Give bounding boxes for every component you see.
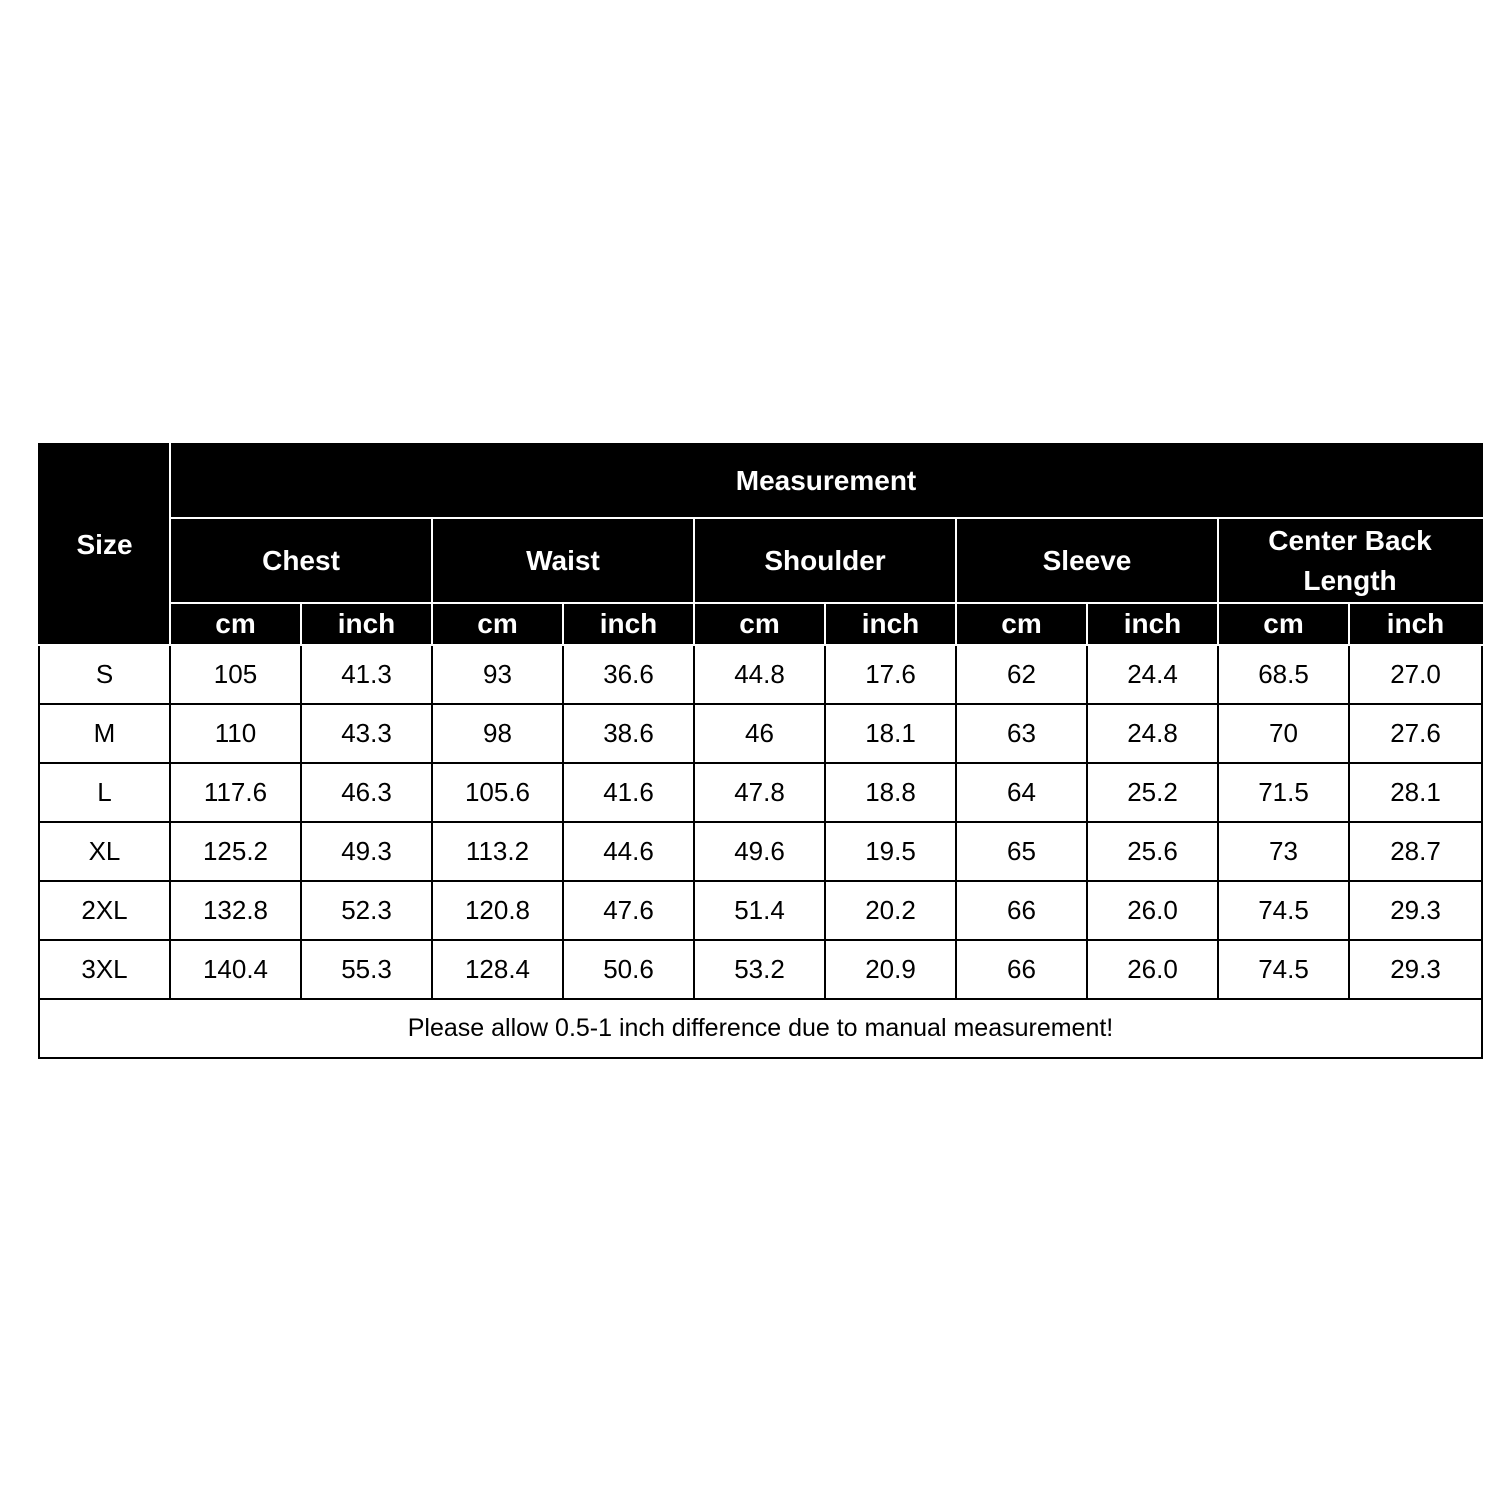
value-cell: 53.2 xyxy=(694,940,825,999)
unit-header: cm xyxy=(170,603,301,645)
size-cell: XL xyxy=(39,822,170,881)
value-cell: 52.3 xyxy=(301,881,432,940)
value-cell: 74.5 xyxy=(1218,881,1349,940)
value-cell: 17.6 xyxy=(825,645,956,704)
value-cell: 44.8 xyxy=(694,645,825,704)
value-cell: 27.6 xyxy=(1349,704,1482,763)
value-cell: 66 xyxy=(956,881,1087,940)
value-cell: 20.9 xyxy=(825,940,956,999)
value-cell: 41.6 xyxy=(563,763,694,822)
table-row xyxy=(39,704,1482,763)
value-cell: 25.6 xyxy=(1087,822,1218,881)
value-cell: 47.8 xyxy=(694,763,825,822)
group-header-chest: Chest xyxy=(170,518,432,603)
value-cell: 66 xyxy=(956,940,1087,999)
unit-header: cm xyxy=(432,603,563,645)
value-cell: 46 xyxy=(694,704,825,763)
value-cell: 27.0 xyxy=(1349,645,1482,704)
unit-header: inch xyxy=(301,603,432,645)
note-row xyxy=(39,999,1482,1058)
value-cell: 29.3 xyxy=(1349,881,1482,940)
group-header-waist: Waist xyxy=(432,518,694,603)
value-cell: 73 xyxy=(1218,822,1349,881)
value-cell: 120.8 xyxy=(432,881,563,940)
value-cell: 29.3 xyxy=(1349,940,1482,999)
value-cell: 36.6 xyxy=(563,645,694,704)
value-cell: 113.2 xyxy=(432,822,563,881)
size-cell: 3XL xyxy=(39,940,170,999)
group-header-sleeve: Sleeve xyxy=(956,518,1218,603)
value-cell: 47.6 xyxy=(563,881,694,940)
value-cell: 28.1 xyxy=(1349,763,1482,822)
header-row-measurement xyxy=(39,444,1482,518)
value-cell: 128.4 xyxy=(432,940,563,999)
value-cell: 125.2 xyxy=(170,822,301,881)
table-body xyxy=(39,645,1482,1058)
value-cell: 20.2 xyxy=(825,881,956,940)
value-cell: 74.5 xyxy=(1218,940,1349,999)
size-cell: M xyxy=(39,704,170,763)
unit-header: cm xyxy=(956,603,1087,645)
size-cell: L xyxy=(39,763,170,822)
value-cell: 18.1 xyxy=(825,704,956,763)
value-cell: 38.6 xyxy=(563,704,694,763)
value-cell: 68.5 xyxy=(1218,645,1349,704)
value-cell: 71.5 xyxy=(1218,763,1349,822)
value-cell: 44.6 xyxy=(563,822,694,881)
value-cell: 28.7 xyxy=(1349,822,1482,881)
value-cell: 49.3 xyxy=(301,822,432,881)
value-cell: 26.0 xyxy=(1087,881,1218,940)
table-row xyxy=(39,645,1482,704)
header-row-groups xyxy=(39,518,1482,603)
value-cell: 41.3 xyxy=(301,645,432,704)
value-cell: 51.4 xyxy=(694,881,825,940)
value-cell: 46.3 xyxy=(301,763,432,822)
measurement-note: Please allow 0.5-1 inch difference due to manual measurement! xyxy=(39,999,1482,1058)
value-cell: 25.2 xyxy=(1087,763,1218,822)
value-cell: 98 xyxy=(432,704,563,763)
value-cell: 105 xyxy=(170,645,301,704)
unit-header: inch xyxy=(1087,603,1218,645)
unit-header: cm xyxy=(1218,603,1349,645)
value-cell: 24.8 xyxy=(1087,704,1218,763)
unit-header: inch xyxy=(1349,603,1482,645)
unit-header: cm xyxy=(694,603,825,645)
table-row xyxy=(39,822,1482,881)
table-row xyxy=(39,763,1482,822)
value-cell: 117.6 xyxy=(170,763,301,822)
table-row xyxy=(39,940,1482,999)
value-cell: 70 xyxy=(1218,704,1349,763)
table-header xyxy=(39,444,1482,645)
center-back-length-label: Center Back Length xyxy=(1268,524,1432,596)
value-cell: 50.6 xyxy=(563,940,694,999)
size-chart-table xyxy=(38,443,1483,1059)
value-cell: 43.3 xyxy=(301,704,432,763)
group-header-shoulder: Shoulder xyxy=(694,518,956,603)
table-row xyxy=(39,881,1482,940)
measurement-header: Measurement xyxy=(170,444,1482,518)
value-cell: 19.5 xyxy=(825,822,956,881)
value-cell: 26.0 xyxy=(1087,940,1218,999)
value-cell: 63 xyxy=(956,704,1087,763)
size-cell: 2XL xyxy=(39,881,170,940)
header-row-units xyxy=(39,603,1482,645)
value-cell: 65 xyxy=(956,822,1087,881)
value-cell: 24.4 xyxy=(1087,645,1218,704)
unit-header: inch xyxy=(563,603,694,645)
group-header-center-back-length xyxy=(1218,518,1482,603)
size-header: Size xyxy=(39,444,170,645)
value-cell: 62 xyxy=(956,645,1087,704)
value-cell: 93 xyxy=(432,645,563,704)
value-cell: 49.6 xyxy=(694,822,825,881)
value-cell: 140.4 xyxy=(170,940,301,999)
unit-header: inch xyxy=(825,603,956,645)
size-cell: S xyxy=(39,645,170,704)
value-cell: 105.6 xyxy=(432,763,563,822)
value-cell: 55.3 xyxy=(301,940,432,999)
value-cell: 132.8 xyxy=(170,881,301,940)
value-cell: 18.8 xyxy=(825,763,956,822)
value-cell: 110 xyxy=(170,704,301,763)
value-cell: 64 xyxy=(956,763,1087,822)
